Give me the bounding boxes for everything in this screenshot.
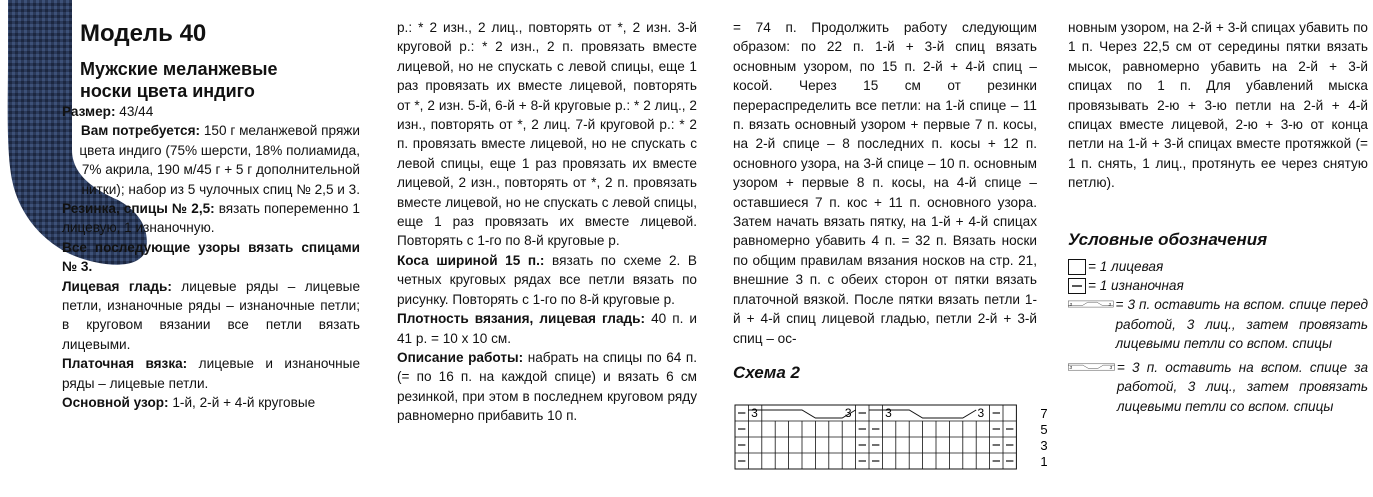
stockinette-text: лицевые ряды – лицевые петли, изнаночные ряды – изнаночные петли; в круговом вязании все петли вязать лицевыми.	[62, 278, 361, 352]
scheme-grid	[735, 405, 1016, 469]
cable-front-num-right: 3	[1108, 302, 1111, 308]
rib-paragraph	[62, 199, 360, 238]
scheme-cell-num-4: 3	[977, 406, 985, 420]
legend-cable-front-text: = 3 п. оставить на вспом. спице перед работой, 3 лиц., затем провязать лицевыми петли со вспом. спицы	[1115, 297, 1368, 352]
rib-text: вязать попеременно 1 лицевую, 1 изнаночную.	[62, 201, 360, 236]
braid-label: Коса шириной 15 п.:	[397, 252, 545, 268]
description-end: новным узором, на 2-й + 3-й спицах убавить по 1 п. Через 22,5 см от середины пятки вязать мысок, равномерно убавить на 2-й + 3-й спицах по 1 п. Для убавлений мыска провязывать 2-ю + 3-ю петли на 2-й + 4-й спицах вместе лицевой, 2-ю + 3-ю от конца петли на 1-й + 3-й спицах вместе протяжкой (= 1 п. снять, 1 лиц., протянуть ее через снятую петлю).	[1068, 20, 1368, 191]
cable-back-num-right: 3	[1109, 364, 1113, 370]
braid-paragraph	[397, 251, 697, 309]
all-patterns-text: Все последующие узоры вязать спицами № 3.	[62, 239, 360, 275]
scheme-cell-num-2: 3	[844, 406, 852, 420]
need-text: 150 г меланжевой пряжи цвета индиго (75% шерсти, 18% полиамида, 7% акрила, 190 м/45 г + 5 г дополнительной нитки); набор из 5 чулочных спиц № 2,5 и 3.	[79, 123, 360, 197]
cable-front-num-left: 3	[1069, 302, 1072, 308]
scheme-cell-num-1: 3	[751, 406, 758, 420]
scheme-row-number: 5	[1040, 422, 1048, 437]
knit-symbol	[1068, 259, 1086, 275]
scheme-title: Схема 2	[733, 362, 800, 382]
legend-purl	[1068, 276, 1368, 295]
size-label: Размер:	[62, 104, 116, 119]
main-label: Основной узор:	[62, 395, 169, 411]
description-text: набрать на спицы по 64 п. (= по 16 п. на каждой спице) и вязать 6 см резинкой, при этом в последнем круговом ряду равномерно прибавить 10 п.	[397, 349, 698, 424]
scheme-row-number: 7	[1040, 406, 1048, 421]
legend-knit	[1068, 257, 1368, 276]
scheme-row-number: 3	[1040, 438, 1048, 453]
subtitle-line-2: носки цвета индиго	[80, 81, 255, 101]
scheme-labels	[738, 406, 1048, 469]
cable-back-num-left: 3	[1069, 364, 1072, 370]
cable-front-symbol	[1068, 295, 1114, 313]
scheme-row-number: 1	[1040, 454, 1048, 469]
needles-paragraph	[62, 238, 360, 277]
legend-title: Условные обозначения	[1068, 229, 1268, 249]
density-paragraph	[397, 309, 697, 348]
garter-text: лицевые и изнаночные ряды – лицевые петли.	[62, 356, 361, 391]
main-pattern-continued: р.: * 2 изн., 2 лиц., повторять от *, 2 изн. 3-й круговой р.: * 2 изн., 2 п. провязать вместе лицевой, но не спускать с левой спицы, еще 1 раз провязать их вместе лицевой, повторять от *, 2 изн. 5-й, 6-й + 8-й круговые р.: * 2 лиц., 2 изн., повторять от *, 2 лиц. 7-й круговой р.: * 2 п. провязать вместе лицевой, но не спускать с левой спицы, еще 1 раз провязать их вместе лицевой, 2 изн., повторять от *, 2 п. провязать вместе лицевой, но не спускать с левой спицы, еще 1 раз провязать их вместе лицевой. Повторять с 1-го по 8-й круговые р.	[397, 20, 697, 249]
legend-cable-front	[1068, 295, 1368, 353]
density-label: Плотность вязания, лицевая гладь:	[397, 311, 646, 327]
rib-label: Резинка, спицы № 2,5:	[62, 201, 215, 217]
size-value: 43/44	[119, 104, 154, 119]
legend-purl-text: = 1 изнаночная	[1088, 278, 1184, 294]
page-title: Модель 40	[80, 20, 207, 47]
materials-paragraph	[62, 121, 360, 199]
legend-knit-text: = 1 лицевая	[1088, 258, 1164, 274]
description-paragraph	[397, 348, 697, 426]
column-2	[397, 18, 697, 426]
description-continued: = 74 п. Продолжить работу следующим образом: по 22 п. 1-й + 3-й спиц вязать основным узором, по 15 п. 2-й + 4-й спиц – косой. Через 15 см от резинки перераспределить все петли: на 1-й спице – 11 п. вязать основный узором + первые 7 п. косы, на 2-й спице – 8 последних п. косы + 12 п. основного узора, на 3-й спице – 10 п. основным узором + первые 8 п. косы, на 4-й спице – оставшиеся 7 п. кос + 11 п. основного узора. Затем начать вязать пятку, на 1-й + 4-й спицах равномерно убавить 4 п. = 32 п. Вязать носки по общим правилам вязания носков на стр. 21, внешние 3 п. с обеих сторон от пятки вязать платочной вязкой. После пятки вязать петли 1-й + 4-й спиц лицевой гладью, петли 2-й + 3-й спиц – ос-	[733, 20, 1037, 346]
size-line	[62, 102, 360, 121]
braid-text: вязать по схеме 2. В четных круговых рядах все петли вязать по рисунку. Повторять с 1-го по 8-й круговые р.	[397, 252, 697, 307]
cable-back-symbol	[1068, 358, 1115, 376]
density-text: 40 п. и 41 р. = 10 х 10 см.	[397, 311, 697, 346]
main-pattern-paragraph	[62, 393, 360, 412]
purl-symbol	[1068, 278, 1086, 294]
column-1	[62, 8, 360, 413]
need-label: Вам потребуется:	[80, 123, 201, 139]
stockinette-paragraph	[62, 277, 360, 355]
garter-label: Платочная вязка:	[62, 356, 188, 372]
scheme-2-chart	[733, 375, 1073, 495]
column-3	[733, 18, 1037, 384]
column-4	[1068, 18, 1368, 416]
garter-paragraph	[62, 354, 360, 393]
legend-cable-back-text: = 3 п. оставить на вспом. спице за работой, 3 лиц., затем провязать лицевыми петли со вспом. спицы	[1116, 359, 1368, 414]
subtitle-line-1: Мужские меланжевые	[80, 59, 278, 79]
description-label: Описание работы:	[397, 349, 524, 365]
scheme-cell-num-3: 3	[885, 406, 892, 420]
main-text: 1-й, 2-й + 4-й круговые	[172, 395, 316, 411]
stockinette-label: Лицевая гладь:	[62, 278, 172, 294]
legend-cable-back	[1068, 358, 1368, 416]
